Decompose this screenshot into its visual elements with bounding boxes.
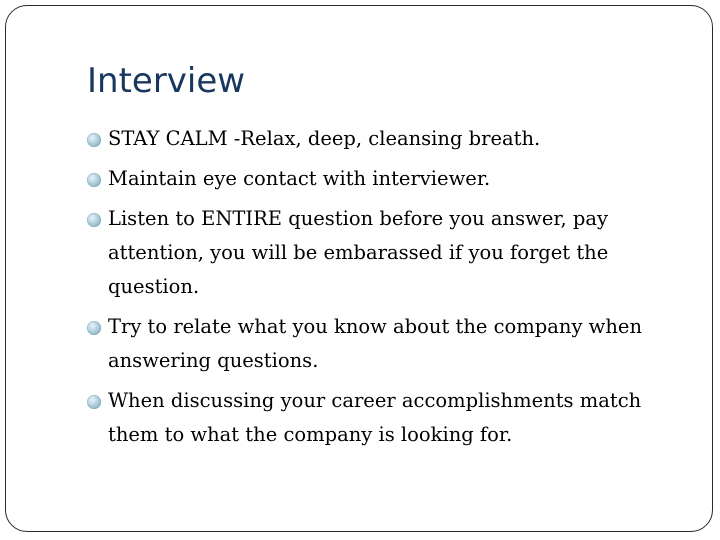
bullet-text: Listen to ENTIRE question before you answer, pay attention, you will be embarassed if you forget the question. <box>108 207 609 298</box>
bullet-text: STAY CALM -Relax, deep, cleansing breath. <box>108 127 541 150</box>
bullet-item <box>87 310 687 378</box>
bullet-item <box>87 162 687 196</box>
bullet-dot-icon <box>87 395 101 409</box>
bullet-text: Try to relate what you know about the company when answering questions. <box>108 315 643 372</box>
bullet-dot-icon <box>87 321 101 335</box>
bullet-text: Maintain eye contact with interviewer. <box>108 167 491 190</box>
bullet-dot-icon <box>87 173 101 187</box>
bullet-item <box>87 384 687 452</box>
bullet-item <box>87 122 687 156</box>
bullet-dot-icon <box>87 213 101 227</box>
bullet-item <box>87 202 687 304</box>
slide-frame <box>5 5 713 532</box>
bullet-text: When discussing your career accomplishments match them to what the company is looking for. <box>108 389 642 446</box>
bullet-list <box>87 122 687 458</box>
bullet-dot-icon <box>87 133 101 147</box>
slide-title: Interview <box>87 61 246 101</box>
